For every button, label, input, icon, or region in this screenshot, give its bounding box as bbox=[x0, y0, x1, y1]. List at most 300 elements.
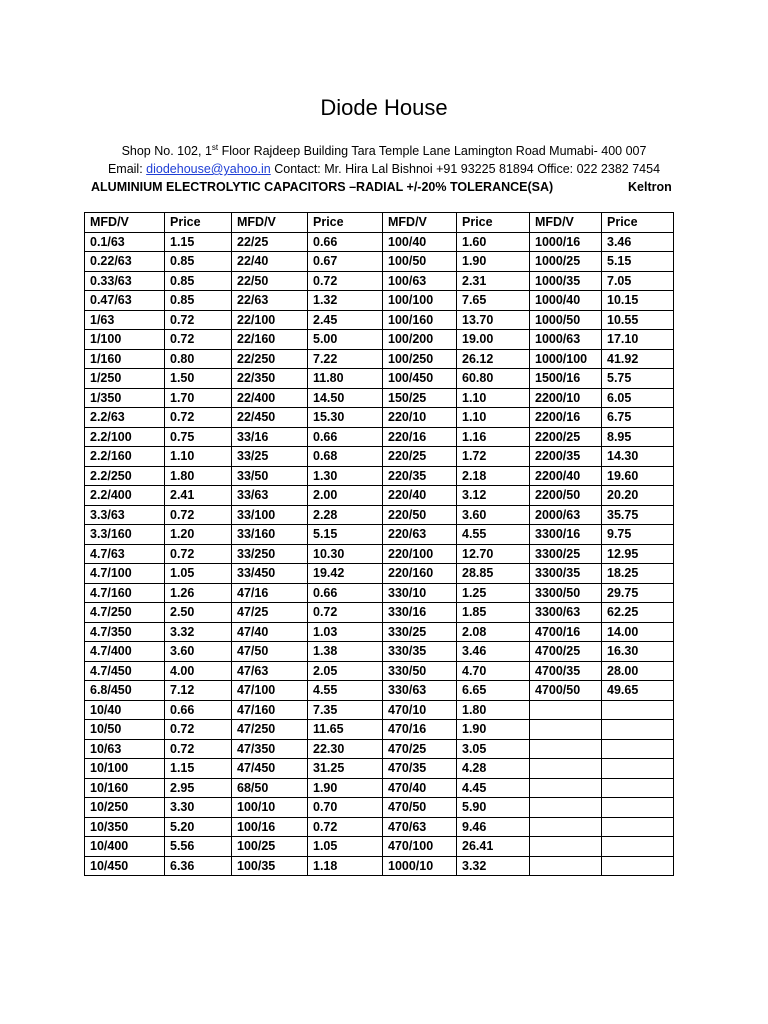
capacitance-voltage-cell: 220/63 bbox=[383, 525, 457, 545]
capacitance-voltage-cell: 10/350 bbox=[85, 817, 165, 837]
capacitance-voltage-cell: 47/50 bbox=[232, 642, 308, 662]
capacitance-voltage-cell: 47/16 bbox=[232, 583, 308, 603]
price-cell: 5.90 bbox=[457, 798, 530, 818]
table-row bbox=[85, 564, 674, 584]
price-cell: 0.66 bbox=[308, 232, 383, 252]
price-cell: 0.75 bbox=[165, 427, 232, 447]
price-cell: 49.65 bbox=[602, 681, 674, 701]
price-cell: 5.00 bbox=[308, 330, 383, 350]
price-cell: 1.15 bbox=[165, 232, 232, 252]
price-cell: 0.85 bbox=[165, 252, 232, 272]
price-cell: 62.25 bbox=[602, 603, 674, 623]
price-cell: 1.10 bbox=[457, 408, 530, 428]
price-cell: 14.50 bbox=[308, 388, 383, 408]
price-cell bbox=[602, 700, 674, 720]
table-row bbox=[85, 466, 674, 486]
capacitance-voltage-cell: 470/100 bbox=[383, 837, 457, 857]
price-cell: 0.80 bbox=[165, 349, 232, 369]
capacitance-voltage-cell: 330/63 bbox=[383, 681, 457, 701]
price-cell: 8.95 bbox=[602, 427, 674, 447]
capacitance-voltage-cell: 1000/50 bbox=[530, 310, 602, 330]
product-heading: ALUMINIUM ELECTROLYTIC CAPACITORS –RADIAL +/-20% TOLERANCE(SA) bbox=[91, 180, 554, 194]
price-cell: 5.15 bbox=[308, 525, 383, 545]
capacitance-voltage-cell: 4.7/450 bbox=[85, 661, 165, 681]
capacitance-voltage-cell: 33/50 bbox=[232, 466, 308, 486]
price-cell: 5.15 bbox=[602, 252, 674, 272]
table-row bbox=[85, 349, 674, 369]
capacitance-voltage-cell: 470/50 bbox=[383, 798, 457, 818]
capacitance-voltage-cell: 10/63 bbox=[85, 739, 165, 759]
capacitance-voltage-cell: 4.7/63 bbox=[85, 544, 165, 564]
capacitance-voltage-cell: 47/450 bbox=[232, 759, 308, 779]
price-cell: 7.05 bbox=[602, 271, 674, 291]
table-row bbox=[85, 525, 674, 545]
capacitance-voltage-cell: 2.2/100 bbox=[85, 427, 165, 447]
column-header: Price bbox=[457, 213, 530, 233]
capacitance-voltage-cell: 2200/25 bbox=[530, 427, 602, 447]
price-cell: 5.56 bbox=[165, 837, 232, 857]
capacitance-voltage-cell: 100/50 bbox=[383, 252, 457, 272]
price-cell: 12.95 bbox=[602, 544, 674, 564]
price-cell: 4.70 bbox=[457, 661, 530, 681]
price-cell: 1.25 bbox=[457, 583, 530, 603]
price-cell: 20.20 bbox=[602, 486, 674, 506]
capacitance-voltage-cell: 4700/16 bbox=[530, 622, 602, 642]
table-row bbox=[85, 837, 674, 857]
capacitance-voltage-cell: 100/100 bbox=[383, 291, 457, 311]
price-cell: 2.28 bbox=[308, 505, 383, 525]
price-cell: 1.10 bbox=[165, 447, 232, 467]
price-cell: 1.26 bbox=[165, 583, 232, 603]
capacitance-voltage-cell: 220/35 bbox=[383, 466, 457, 486]
price-cell: 1.80 bbox=[457, 700, 530, 720]
price-cell: 28.85 bbox=[457, 564, 530, 584]
price-cell: 1.90 bbox=[457, 252, 530, 272]
capacitance-voltage-cell: 3.3/160 bbox=[85, 525, 165, 545]
price-cell: 1.80 bbox=[165, 466, 232, 486]
table-row bbox=[85, 759, 674, 779]
capacitance-voltage-cell: 10/400 bbox=[85, 837, 165, 857]
capacitance-voltage-cell: 47/350 bbox=[232, 739, 308, 759]
price-cell: 3.60 bbox=[165, 642, 232, 662]
capacitance-voltage-cell bbox=[530, 837, 602, 857]
table-row bbox=[85, 271, 674, 291]
capacitance-voltage-cell: 1500/16 bbox=[530, 369, 602, 389]
capacitance-voltage-cell: 470/63 bbox=[383, 817, 457, 837]
price-cell: 3.32 bbox=[457, 856, 530, 876]
price-cell: 2.95 bbox=[165, 778, 232, 798]
capacitance-voltage-cell: 22/100 bbox=[232, 310, 308, 330]
capacitance-voltage-cell: 0.22/63 bbox=[85, 252, 165, 272]
price-cell: 1.15 bbox=[165, 759, 232, 779]
price-cell: 0.72 bbox=[165, 505, 232, 525]
address-start: Shop No. 102, 1 bbox=[121, 144, 212, 158]
price-cell: 6.36 bbox=[165, 856, 232, 876]
price-cell: 1.18 bbox=[308, 856, 383, 876]
contact-details: Contact: Mr. Hira Lal Bishnoi +91 93225 81894 Office: 022 2382 7454 bbox=[270, 162, 661, 176]
price-cell: 0.68 bbox=[308, 447, 383, 467]
price-cell: 1.70 bbox=[165, 388, 232, 408]
capacitance-voltage-cell: 10/450 bbox=[85, 856, 165, 876]
email-link[interactable]: diodehouse@yahoo.in bbox=[146, 162, 271, 176]
price-cell: 2.41 bbox=[165, 486, 232, 506]
capacitance-voltage-cell: 22/40 bbox=[232, 252, 308, 272]
capacitance-voltage-cell: 4700/35 bbox=[530, 661, 602, 681]
capacitance-voltage-cell: 100/25 bbox=[232, 837, 308, 857]
table-row bbox=[85, 583, 674, 603]
price-cell: 0.72 bbox=[308, 817, 383, 837]
table-row bbox=[85, 291, 674, 311]
price-cell: 1.20 bbox=[165, 525, 232, 545]
capacitance-voltage-cell: 47/40 bbox=[232, 622, 308, 642]
capacitance-voltage-cell: 330/50 bbox=[383, 661, 457, 681]
table-row bbox=[85, 739, 674, 759]
price-cell: 31.25 bbox=[308, 759, 383, 779]
table-row bbox=[85, 778, 674, 798]
capacitance-voltage-cell: 10/250 bbox=[85, 798, 165, 818]
price-cell: 12.70 bbox=[457, 544, 530, 564]
price-cell: 26.41 bbox=[457, 837, 530, 857]
capacitance-voltage-cell: 100/160 bbox=[383, 310, 457, 330]
price-cell: 0.72 bbox=[165, 408, 232, 428]
capacitance-voltage-cell bbox=[530, 798, 602, 818]
table-row bbox=[85, 681, 674, 701]
table-row bbox=[85, 447, 674, 467]
price-cell: 7.65 bbox=[457, 291, 530, 311]
capacitance-voltage-cell: 1/100 bbox=[85, 330, 165, 350]
price-cell: 4.00 bbox=[165, 661, 232, 681]
price-cell: 2.45 bbox=[308, 310, 383, 330]
price-cell: 6.75 bbox=[602, 408, 674, 428]
capacitance-voltage-cell: 1000/63 bbox=[530, 330, 602, 350]
table-row bbox=[85, 661, 674, 681]
price-cell: 5.20 bbox=[165, 817, 232, 837]
brand-name: Keltron bbox=[628, 180, 672, 194]
capacitance-voltage-cell: 0.1/63 bbox=[85, 232, 165, 252]
price-cell: 2.50 bbox=[165, 603, 232, 623]
capacitance-voltage-cell bbox=[530, 739, 602, 759]
capacitance-voltage-cell: 220/50 bbox=[383, 505, 457, 525]
capacitance-voltage-cell: 1000/10 bbox=[383, 856, 457, 876]
capacitance-voltage-cell: 220/10 bbox=[383, 408, 457, 428]
capacitance-voltage-cell: 33/100 bbox=[232, 505, 308, 525]
capacitance-voltage-cell: 4700/25 bbox=[530, 642, 602, 662]
capacitance-voltage-cell: 22/63 bbox=[232, 291, 308, 311]
table-row bbox=[85, 798, 674, 818]
capacitance-voltage-cell: 330/10 bbox=[383, 583, 457, 603]
price-cell: 7.12 bbox=[165, 681, 232, 701]
price-cell: 3.46 bbox=[457, 642, 530, 662]
price-cell: 14.00 bbox=[602, 622, 674, 642]
capacitance-voltage-cell: 470/25 bbox=[383, 739, 457, 759]
table-row bbox=[85, 817, 674, 837]
table-row bbox=[85, 486, 674, 506]
capacitance-voltage-cell: 1/350 bbox=[85, 388, 165, 408]
table-row bbox=[85, 720, 674, 740]
capacitance-voltage-cell: 1000/16 bbox=[530, 232, 602, 252]
shop-address bbox=[0, 143, 768, 159]
capacitance-voltage-cell bbox=[530, 856, 602, 876]
price-cell: 0.72 bbox=[308, 603, 383, 623]
capacitance-voltage-cell: 22/250 bbox=[232, 349, 308, 369]
price-cell: 29.75 bbox=[602, 583, 674, 603]
price-cell: 14.30 bbox=[602, 447, 674, 467]
capacitance-voltage-cell: 1/250 bbox=[85, 369, 165, 389]
capacitance-voltage-cell: 2.2/63 bbox=[85, 408, 165, 428]
capacitance-voltage-cell bbox=[530, 778, 602, 798]
price-cell bbox=[602, 739, 674, 759]
price-cell: 9.75 bbox=[602, 525, 674, 545]
price-cell: 15.30 bbox=[308, 408, 383, 428]
capacitance-voltage-cell: 2.2/250 bbox=[85, 466, 165, 486]
price-cell: 11.80 bbox=[308, 369, 383, 389]
price-cell: 1.85 bbox=[457, 603, 530, 623]
table-header-row bbox=[85, 213, 674, 233]
column-header: Price bbox=[308, 213, 383, 233]
table-row bbox=[85, 310, 674, 330]
capacitance-voltage-cell: 470/10 bbox=[383, 700, 457, 720]
price-cell: 1.10 bbox=[457, 388, 530, 408]
price-cell: 11.65 bbox=[308, 720, 383, 740]
price-cell: 9.46 bbox=[457, 817, 530, 837]
capacitance-voltage-cell: 3300/16 bbox=[530, 525, 602, 545]
capacitance-voltage-cell: 4.7/250 bbox=[85, 603, 165, 623]
capacitance-voltage-cell: 1000/100 bbox=[530, 349, 602, 369]
price-cell: 3.46 bbox=[602, 232, 674, 252]
price-cell: 0.66 bbox=[308, 583, 383, 603]
price-cell: 2.08 bbox=[457, 622, 530, 642]
price-cell: 7.35 bbox=[308, 700, 383, 720]
capacitance-voltage-cell: 47/100 bbox=[232, 681, 308, 701]
capacitance-voltage-cell: 10/100 bbox=[85, 759, 165, 779]
price-cell bbox=[602, 798, 674, 818]
price-cell: 4.55 bbox=[457, 525, 530, 545]
price-cell: 0.72 bbox=[165, 330, 232, 350]
column-header: MFD/V bbox=[530, 213, 602, 233]
price-cell: 6.05 bbox=[602, 388, 674, 408]
capacitance-voltage-cell: 220/25 bbox=[383, 447, 457, 467]
price-cell bbox=[602, 778, 674, 798]
capacitance-voltage-cell: 1000/35 bbox=[530, 271, 602, 291]
price-cell: 0.66 bbox=[165, 700, 232, 720]
capacitance-voltage-cell: 150/25 bbox=[383, 388, 457, 408]
capacitance-voltage-cell: 100/200 bbox=[383, 330, 457, 350]
capacitance-voltage-cell: 47/25 bbox=[232, 603, 308, 623]
price-cell: 22.30 bbox=[308, 739, 383, 759]
column-header: Price bbox=[165, 213, 232, 233]
price-cell: 6.65 bbox=[457, 681, 530, 701]
capacitance-voltage-cell: 220/160 bbox=[383, 564, 457, 584]
price-cell: 3.30 bbox=[165, 798, 232, 818]
table-row bbox=[85, 505, 674, 525]
price-cell: 1.32 bbox=[308, 291, 383, 311]
address-end: Floor Rajdeep Building Tara Temple Lane Lamington Road Mumabi- 400 007 bbox=[218, 144, 647, 158]
capacitance-voltage-cell: 100/10 bbox=[232, 798, 308, 818]
table-row bbox=[85, 330, 674, 350]
price-cell: 1.03 bbox=[308, 622, 383, 642]
capacitance-voltage-cell: 3300/50 bbox=[530, 583, 602, 603]
price-cell: 0.85 bbox=[165, 291, 232, 311]
capacitance-voltage-cell: 3.3/63 bbox=[85, 505, 165, 525]
capacitance-voltage-cell: 100/250 bbox=[383, 349, 457, 369]
price-cell: 1.05 bbox=[165, 564, 232, 584]
capacitance-voltage-cell: 2200/16 bbox=[530, 408, 602, 428]
price-cell bbox=[602, 817, 674, 837]
capacitance-voltage-cell: 47/250 bbox=[232, 720, 308, 740]
price-cell: 0.72 bbox=[165, 544, 232, 564]
table-row bbox=[85, 427, 674, 447]
capacitance-voltage-cell: 2200/10 bbox=[530, 388, 602, 408]
capacitance-voltage-cell: 2.2/400 bbox=[85, 486, 165, 506]
table-row bbox=[85, 544, 674, 564]
price-cell: 1.50 bbox=[165, 369, 232, 389]
capacitance-voltage-cell: 33/16 bbox=[232, 427, 308, 447]
capacitance-voltage-cell bbox=[530, 759, 602, 779]
price-cell: 60.80 bbox=[457, 369, 530, 389]
capacitance-voltage-cell: 1/63 bbox=[85, 310, 165, 330]
capacitance-voltage-cell: 68/50 bbox=[232, 778, 308, 798]
price-cell: 19.00 bbox=[457, 330, 530, 350]
capacitance-voltage-cell: 22/350 bbox=[232, 369, 308, 389]
column-header: MFD/V bbox=[383, 213, 457, 233]
capacitance-voltage-cell: 4.7/100 bbox=[85, 564, 165, 584]
capacitance-voltage-cell: 22/400 bbox=[232, 388, 308, 408]
table-row bbox=[85, 856, 674, 876]
capacitance-voltage-cell: 22/25 bbox=[232, 232, 308, 252]
price-cell bbox=[602, 837, 674, 857]
capacitance-voltage-cell: 330/16 bbox=[383, 603, 457, 623]
price-cell: 13.70 bbox=[457, 310, 530, 330]
price-cell: 26.12 bbox=[457, 349, 530, 369]
capacitance-voltage-cell: 10/160 bbox=[85, 778, 165, 798]
capacitance-voltage-cell: 1000/40 bbox=[530, 291, 602, 311]
price-cell: 3.12 bbox=[457, 486, 530, 506]
price-cell bbox=[602, 720, 674, 740]
capacitance-voltage-cell: 22/160 bbox=[232, 330, 308, 350]
table-row bbox=[85, 388, 674, 408]
table-row bbox=[85, 252, 674, 272]
capacitance-voltage-cell: 33/63 bbox=[232, 486, 308, 506]
capacitance-voltage-cell: 33/250 bbox=[232, 544, 308, 564]
address-superscript: st bbox=[211, 142, 219, 152]
contact-line bbox=[0, 161, 768, 177]
capacitance-voltage-cell bbox=[530, 720, 602, 740]
capacitance-voltage-cell: 4.7/160 bbox=[85, 583, 165, 603]
table-row bbox=[85, 232, 674, 252]
capacitance-voltage-cell bbox=[530, 817, 602, 837]
table-row bbox=[85, 369, 674, 389]
price-cell: 2.18 bbox=[457, 466, 530, 486]
price-cell: 41.92 bbox=[602, 349, 674, 369]
capacitance-voltage-cell: 10/40 bbox=[85, 700, 165, 720]
capacitance-voltage-cell: 470/40 bbox=[383, 778, 457, 798]
capacitance-voltage-cell: 220/40 bbox=[383, 486, 457, 506]
capacitance-voltage-cell: 220/100 bbox=[383, 544, 457, 564]
price-cell: 10.30 bbox=[308, 544, 383, 564]
capacitance-voltage-cell: 33/450 bbox=[232, 564, 308, 584]
price-cell: 28.00 bbox=[602, 661, 674, 681]
price-cell: 19.42 bbox=[308, 564, 383, 584]
price-cell: 1.90 bbox=[457, 720, 530, 740]
capacitance-voltage-cell: 470/16 bbox=[383, 720, 457, 740]
capacitance-voltage-cell: 3300/63 bbox=[530, 603, 602, 623]
price-cell: 4.45 bbox=[457, 778, 530, 798]
capacitance-voltage-cell: 22/450 bbox=[232, 408, 308, 428]
price-cell: 2.00 bbox=[308, 486, 383, 506]
price-cell: 5.75 bbox=[602, 369, 674, 389]
price-cell: 4.55 bbox=[308, 681, 383, 701]
capacitance-voltage-cell: 6.8/450 bbox=[85, 681, 165, 701]
price-cell: 1.16 bbox=[457, 427, 530, 447]
page-title: Diode House bbox=[320, 95, 448, 120]
capacitance-voltage-cell: 330/25 bbox=[383, 622, 457, 642]
capacitance-voltage-cell: 0.47/63 bbox=[85, 291, 165, 311]
capacitance-voltage-cell: 33/160 bbox=[232, 525, 308, 545]
capacitance-voltage-cell: 47/63 bbox=[232, 661, 308, 681]
capacitance-voltage-cell: 4700/50 bbox=[530, 681, 602, 701]
capacitance-voltage-cell: 3300/25 bbox=[530, 544, 602, 564]
price-cell bbox=[602, 759, 674, 779]
price-cell: 0.70 bbox=[308, 798, 383, 818]
table-row bbox=[85, 603, 674, 623]
table-row bbox=[85, 700, 674, 720]
price-cell: 1.90 bbox=[308, 778, 383, 798]
price-cell: 2.05 bbox=[308, 661, 383, 681]
price-cell: 7.22 bbox=[308, 349, 383, 369]
price-cell: 3.05 bbox=[457, 739, 530, 759]
capacitance-voltage-cell: 2200/50 bbox=[530, 486, 602, 506]
price-cell: 1.30 bbox=[308, 466, 383, 486]
price-cell: 0.72 bbox=[165, 739, 232, 759]
capacitance-voltage-cell: 100/35 bbox=[232, 856, 308, 876]
capacitance-voltage-cell: 2.2/160 bbox=[85, 447, 165, 467]
price-cell: 18.25 bbox=[602, 564, 674, 584]
capacitance-voltage-cell: 330/35 bbox=[383, 642, 457, 662]
price-cell: 3.60 bbox=[457, 505, 530, 525]
price-cell: 10.15 bbox=[602, 291, 674, 311]
table-row bbox=[85, 642, 674, 662]
price-cell: 1.60 bbox=[457, 232, 530, 252]
capacitance-voltage-cell: 100/16 bbox=[232, 817, 308, 837]
capacitance-voltage-cell: 0.33/63 bbox=[85, 271, 165, 291]
price-cell: 2.31 bbox=[457, 271, 530, 291]
price-cell: 0.72 bbox=[165, 720, 232, 740]
price-cell: 10.55 bbox=[602, 310, 674, 330]
price-cell: 1.72 bbox=[457, 447, 530, 467]
price-cell bbox=[602, 856, 674, 876]
price-cell: 0.72 bbox=[308, 271, 383, 291]
capacitance-voltage-cell: 2200/35 bbox=[530, 447, 602, 467]
capacitance-voltage-cell: 100/63 bbox=[383, 271, 457, 291]
price-cell: 0.72 bbox=[165, 310, 232, 330]
capacitance-voltage-cell: 1000/25 bbox=[530, 252, 602, 272]
price-table bbox=[84, 212, 674, 876]
capacitance-voltage-cell: 22/50 bbox=[232, 271, 308, 291]
capacitance-voltage-cell: 100/40 bbox=[383, 232, 457, 252]
price-cell: 1.38 bbox=[308, 642, 383, 662]
capacitance-voltage-cell: 4.7/350 bbox=[85, 622, 165, 642]
capacitance-voltage-cell: 33/25 bbox=[232, 447, 308, 467]
price-cell: 1.05 bbox=[308, 837, 383, 857]
price-cell: 0.66 bbox=[308, 427, 383, 447]
table-row bbox=[85, 622, 674, 642]
capacitance-voltage-cell: 2000/63 bbox=[530, 505, 602, 525]
price-cell: 16.30 bbox=[602, 642, 674, 662]
capacitance-voltage-cell: 4.7/400 bbox=[85, 642, 165, 662]
column-header: MFD/V bbox=[232, 213, 308, 233]
price-cell: 0.67 bbox=[308, 252, 383, 272]
table-row bbox=[85, 408, 674, 428]
